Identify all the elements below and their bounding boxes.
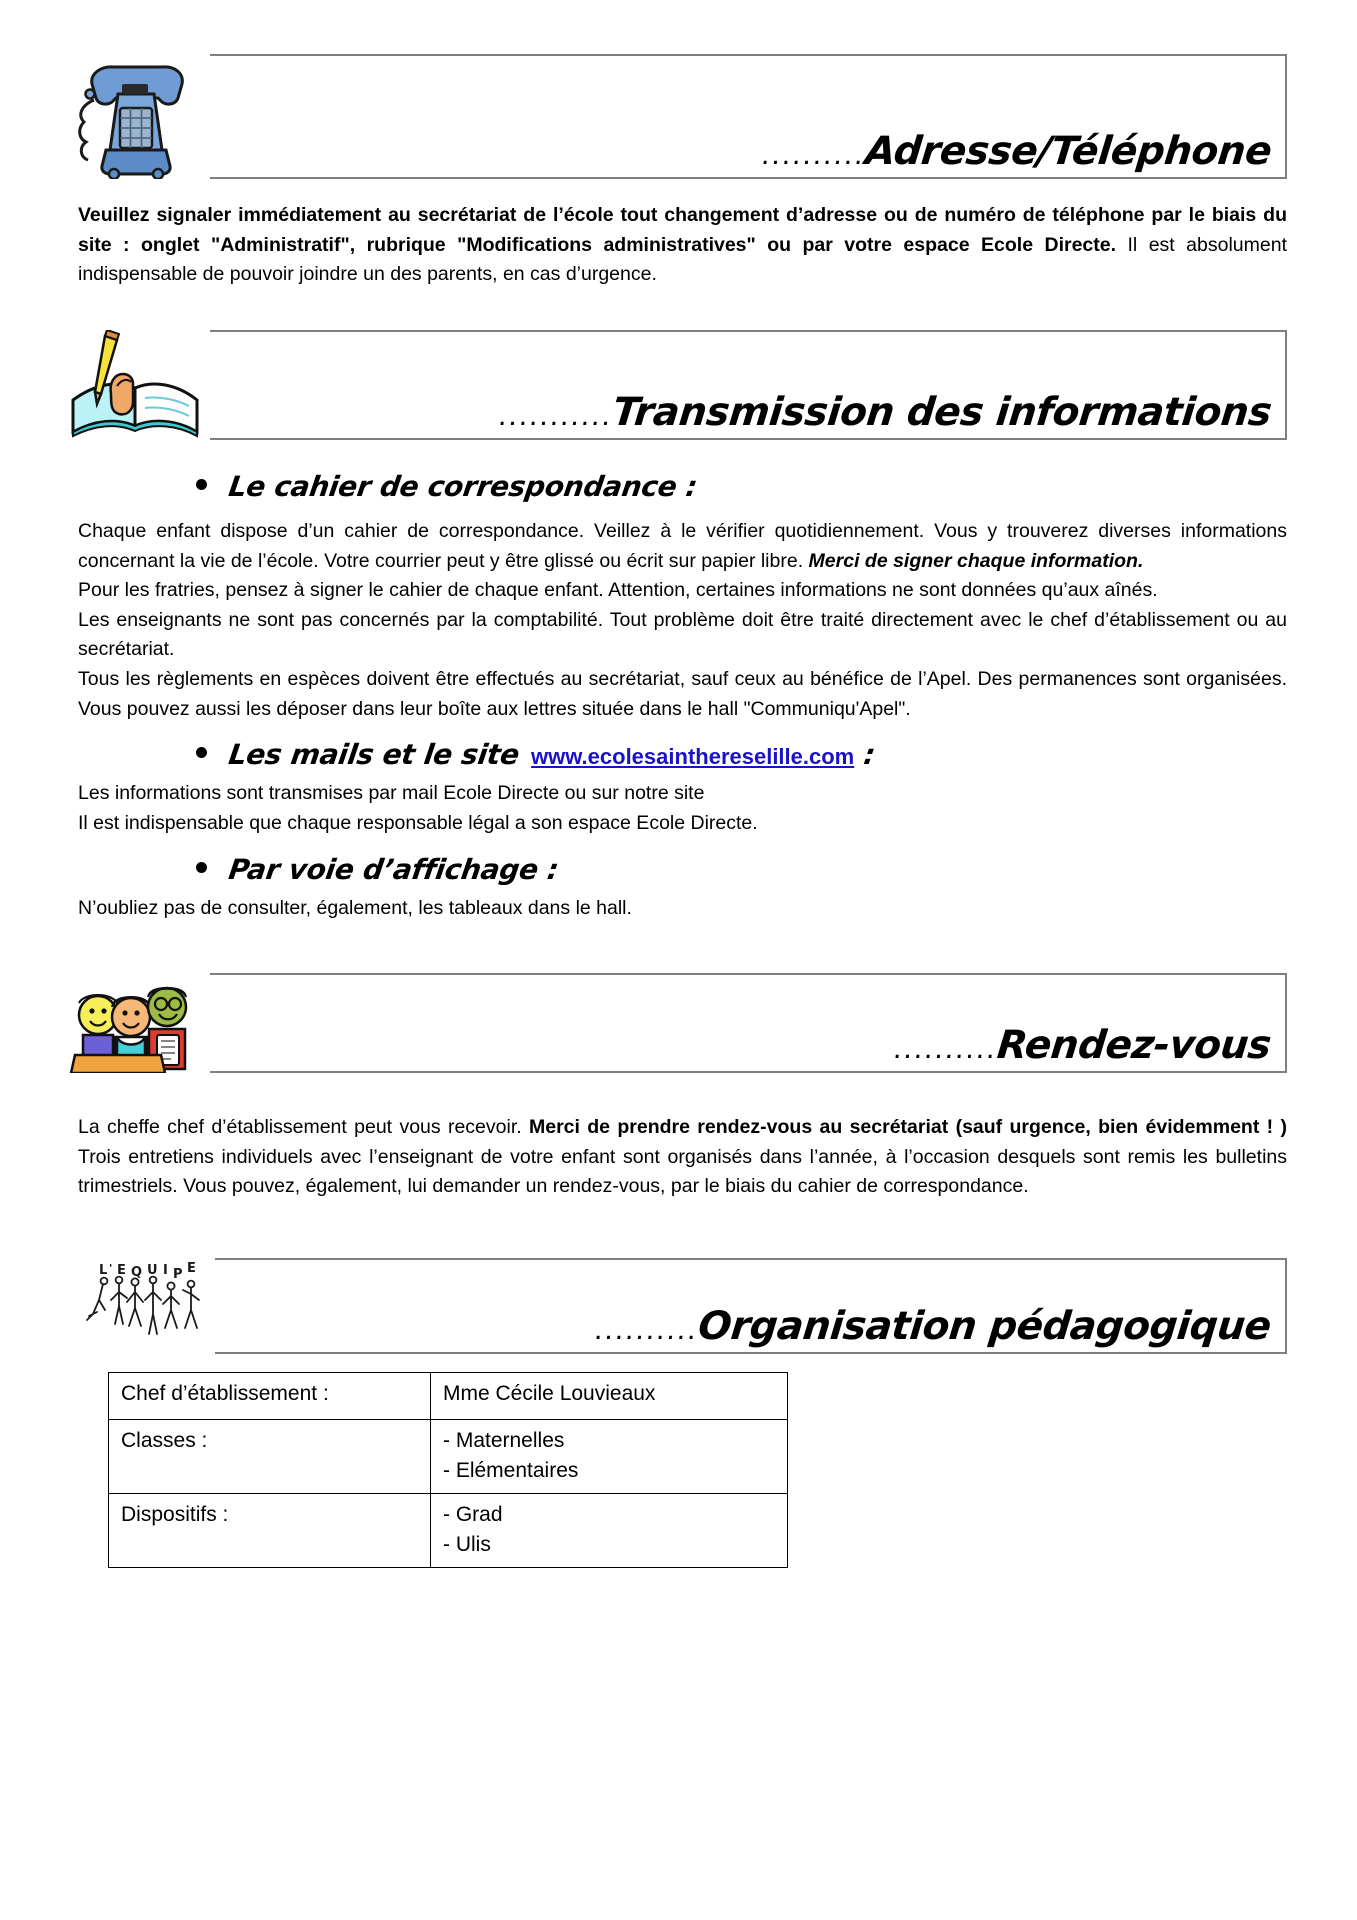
section-title-box-organisation bbox=[215, 1258, 1287, 1354]
bullet-affichage-label: Par voie d’affichage : bbox=[226, 852, 561, 886]
rdv-text-c: Trois entretiens individuels avec l’enseignant de votre enfant sont organisés dans l’année, à l’occasion desquels sont remis les bulletins trimestriels. Vous pouvez, également, lui demander un rendez-vous, par le biais du cahier de correspondance. bbox=[78, 1145, 1287, 1198]
cahier-paragraph-3: Les enseignants ne sont pas concernés par la comptabilité. Tout problème doit être traité directement avec le chef d’établissement ou au secrétariat. bbox=[78, 608, 1287, 661]
section-header-rendezvous bbox=[60, 973, 1287, 1073]
cahier-paragraph-1 bbox=[78, 517, 1287, 576]
children-group-icon bbox=[60, 973, 210, 1073]
table-row bbox=[109, 1420, 788, 1494]
rdv-text-bold: Merci de prendre rendez-vous au secrétariat (sauf urgence, bien évidemment ! ) bbox=[529, 1116, 1287, 1139]
spacer bbox=[0, 290, 1357, 330]
section-title-box-rendezvous bbox=[210, 973, 1287, 1073]
cahier-paragraph-4: Tous les règlements en espèces doivent être effectués au secrétariat, sauf ceux au bénéfice de l’Apel. Des permanences sont organisées. Vous pouvez aussi les déposer dans leur boîte aux lettres située dans le hall "Communiqu'Apel". bbox=[78, 668, 1287, 720]
bullet-affichage bbox=[196, 853, 1357, 886]
table-cell-value: Mme Cécile Louvieaux bbox=[431, 1373, 788, 1420]
table-cell-label: Chef d’établissement : bbox=[109, 1373, 431, 1420]
title-text: Transmission des informations bbox=[610, 389, 1274, 435]
title-text: Adresse/Téléphone bbox=[862, 129, 1274, 175]
bullet-cahier-label: Le cahier de correspondance : bbox=[226, 469, 700, 503]
section-header-transmission bbox=[60, 330, 1287, 440]
spacer bbox=[0, 503, 1357, 517]
affichage-paragraph: N’oubliez pas de consulter, également, les tableaux dans le hall. bbox=[78, 896, 632, 919]
adresse-paragraph bbox=[78, 201, 1287, 290]
table-row bbox=[109, 1373, 788, 1420]
cahier-p1-text: Chaque enfant dispose d’un cahier de correspondance. Veillez à le vérifier quotidiennement. Vous y trouverez diverses informations concernant la vie de l’école. Votre courrier peut y être glissé ou écrit sur papier libre. bbox=[78, 519, 1287, 572]
spacer bbox=[0, 839, 1357, 853]
svg-text:P: P bbox=[172, 1267, 183, 1282]
svg-text:E: E bbox=[116, 1263, 126, 1278]
school-website-link[interactable]: www.ecolesainthereselille.com bbox=[531, 744, 855, 770]
spacer bbox=[0, 923, 1357, 973]
spacer bbox=[0, 179, 1357, 201]
svg-text:I: I bbox=[162, 1263, 168, 1278]
bullet-cahier-correspondance bbox=[196, 470, 1357, 503]
svg-text:L: L bbox=[98, 1263, 107, 1278]
organisation-table bbox=[108, 1372, 788, 1568]
title-dots: .......... bbox=[759, 138, 867, 172]
svg-text:E: E bbox=[186, 1261, 196, 1276]
section-title-transmission bbox=[497, 389, 1274, 435]
mails-paragraph-2: Il est indispensable que chaque responsable légal a son espace Ecole Directe. bbox=[78, 811, 758, 834]
spacer bbox=[0, 1202, 1357, 1258]
spacer bbox=[0, 886, 1357, 894]
table-cell-value bbox=[431, 1493, 788, 1567]
table-value-line: - Maternelles bbox=[443, 1429, 565, 1452]
section-title-box-transmission bbox=[210, 330, 1287, 440]
title-dots: .......... bbox=[593, 1313, 701, 1347]
section-title-adresse bbox=[759, 129, 1274, 175]
bullet-dot-icon bbox=[196, 747, 207, 758]
bullet-mails-et-site bbox=[196, 738, 1357, 771]
spacer bbox=[0, 440, 1357, 470]
section-header-organisation bbox=[80, 1258, 1287, 1354]
section-title-rendezvous bbox=[892, 1023, 1274, 1069]
section-title-box-adresse bbox=[210, 54, 1287, 179]
title-text: Rendez-vous bbox=[995, 1023, 1274, 1069]
bullet-dot-icon bbox=[196, 862, 207, 873]
spacer bbox=[0, 1073, 1357, 1113]
table-cell-value bbox=[431, 1420, 788, 1494]
bullet-mails-label: Les mails et le site bbox=[226, 738, 522, 772]
section-title-organisation bbox=[593, 1304, 1274, 1350]
bullet-mails-colon: : bbox=[861, 738, 878, 772]
table-row bbox=[109, 1493, 788, 1567]
title-dots: .......... bbox=[892, 1032, 1000, 1066]
title-dots: ........... bbox=[497, 398, 615, 432]
rdv-text-a: La cheffe chef d’établissement peut vous recevoir. bbox=[78, 1116, 529, 1139]
adresse-paragraph-bold: Veuillez signaler immédiatement au secrétariat de l’école tout changement d’adresse ou de numéro de téléphone par le biais du site : onglet "Administratif", rubrique "Modifications administratives" ou par votre espace Ecole Directe. bbox=[78, 204, 1287, 256]
title-text: Organisation pédagogique bbox=[696, 1304, 1274, 1350]
svg-text:Q: Q bbox=[130, 1265, 142, 1280]
rendezvous-paragraph bbox=[78, 1113, 1287, 1202]
adresse-paragraph-rest: Il est absolument indispensable de pouvoir joindre un des parents, en cas d’urgence. bbox=[78, 233, 1287, 286]
table-value-line: - Elémentaires bbox=[443, 1459, 579, 1483]
svg-text:U: U bbox=[146, 1263, 158, 1278]
cahier-p1-emphasis: Merci de signer chaque information. bbox=[808, 549, 1144, 572]
table-cell-label: Classes : bbox=[109, 1420, 431, 1494]
top-spacer bbox=[0, 0, 1357, 54]
notebook-pencil-icon bbox=[60, 330, 210, 440]
table-value-line: - Ulis bbox=[443, 1533, 491, 1557]
spacer bbox=[0, 724, 1357, 738]
team-stickfigures-icon bbox=[80, 1258, 215, 1354]
table-cell-label: Dispositifs : bbox=[109, 1493, 431, 1567]
section-header-adresse bbox=[60, 54, 1287, 179]
table-value-line: - Grad bbox=[443, 1502, 503, 1526]
svg-text:': ' bbox=[108, 1262, 112, 1275]
cahier-paragraph-2: Pour les fratries, pensez à signer le cahier de chaque enfant. Attention, certaines informations ne sont données qu’aux aînés. bbox=[78, 579, 1158, 602]
telephone-icon bbox=[60, 54, 210, 179]
spacer bbox=[0, 771, 1357, 779]
bullet-dot-icon bbox=[196, 479, 207, 490]
mails-paragraph-1: Les informations sont transmises par mail Ecole Directe ou sur notre site bbox=[78, 782, 705, 805]
